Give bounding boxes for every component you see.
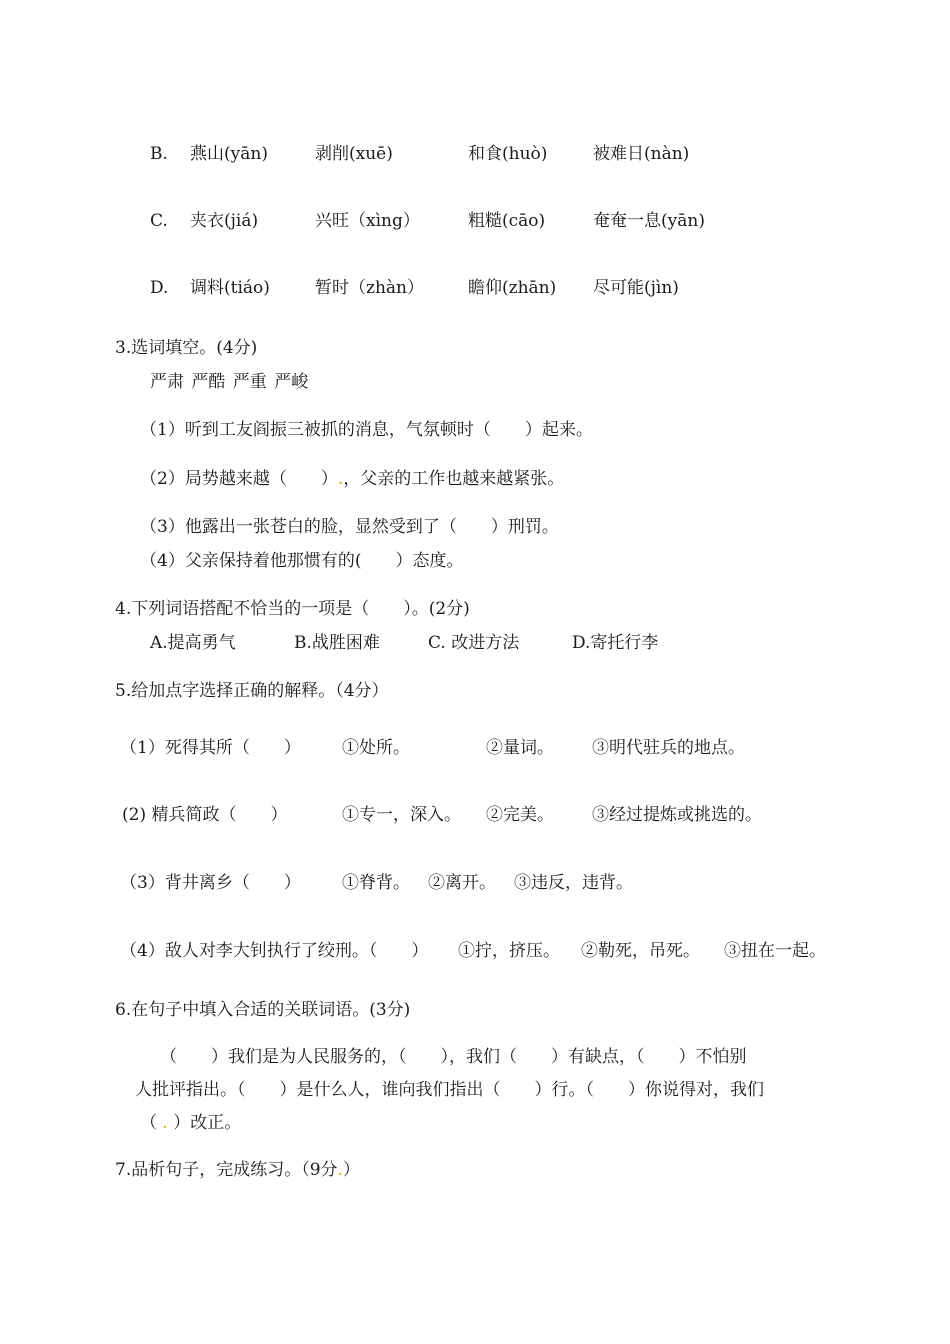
q3-word-bank: 严肃 严酷 严重 严峻 <box>150 372 309 392</box>
option-item: 兴旺（xìng） <box>315 211 420 231</box>
q5-choice: ③违反，违背。 <box>514 873 633 893</box>
q7-title <box>115 1158 360 1182</box>
option-item: 剥削(xuē) <box>315 144 393 164</box>
option-item: 和食(huò) <box>468 144 548 164</box>
q5-choice: ①处所。 <box>342 738 410 758</box>
option-item: 尽可能(jìn) <box>593 278 679 298</box>
q6-line-3 <box>140 1111 241 1135</box>
q5-title: 5.给加点字选择正确的解释。（4分） <box>115 681 389 701</box>
highlight-dot: . <box>162 1113 168 1133</box>
q4-option-d: D.寄托行李 <box>572 633 659 653</box>
q7-title-part-a: 7.品析句子，完成练习。（9分 <box>115 1160 338 1180</box>
q4-option-b: B.战胜困难 <box>294 633 380 653</box>
q5-stem: （3）背井离乡（ ） <box>120 873 301 893</box>
option-item: 燕山(yān) <box>190 144 268 164</box>
option-label: C. <box>150 211 168 231</box>
q3-title: 3.选词填空。(4分) <box>115 338 258 358</box>
q3-sentence-4: （4）父亲保持着他那惯有的( ）态度。 <box>140 551 464 571</box>
q5-choice: ①拧，挤压。 <box>458 941 560 961</box>
q3-sentence-1: （1）听到工友阎振三被抓的消息，气氛顿时（ ）起来。 <box>140 420 593 440</box>
option-item: 暂时（zhàn） <box>315 278 424 298</box>
q3-sentence-2-part-b: ，父亲的工作也越来越紧张。 <box>343 469 565 489</box>
q5-choice: ③扭在一起。 <box>724 941 826 961</box>
q5-choice: ①脊背。 <box>342 873 410 893</box>
option-item: 奄奄一息(yān) <box>593 211 705 231</box>
q4-option-a: A.提高勇气 <box>150 633 236 653</box>
option-item: 瞻仰(zhān) <box>468 278 557 298</box>
q5-choice: ②勒死，吊死。 <box>581 941 700 961</box>
option-item: 被难日(nàn) <box>593 144 690 164</box>
q6-line-3-part-b: ）改正。 <box>167 1113 242 1133</box>
highlight-dot: . <box>337 1160 343 1180</box>
q5-choice: ③明代驻兵的地点。 <box>592 738 745 758</box>
highlight-dot: . <box>337 469 344 489</box>
q6-line-2: 人批评指出。（ ）是什么人，谁向我们指出（ ）行。（ ）你说得对，我们 <box>135 1080 764 1100</box>
q5-stem: （1）死得其所（ ） <box>120 738 301 758</box>
q6-title: 6.在句子中填入合适的关联词语。(3分) <box>115 1000 411 1020</box>
q5-stem: (2) 精兵简政（ ） <box>122 805 288 825</box>
q5-choice: ③经过提炼或挑选的。 <box>592 805 762 825</box>
q5-choice: ①专一，深入。 <box>342 805 461 825</box>
q4-title: 4.下列词语搭配不恰当的一项是（ ）。(2分) <box>115 599 470 619</box>
q5-choice: ②离开。 <box>428 873 496 893</box>
q5-choice: ②完美。 <box>486 805 554 825</box>
option-item: 夹衣(jiá) <box>190 211 259 231</box>
q6-line-3-part-a: （ <box>140 1113 163 1133</box>
q4-option-c: C. 改进方法 <box>428 633 520 653</box>
q7-title-part-b: ） <box>342 1160 360 1180</box>
q5-stem: （4）敌人对李大钊执行了绞刑。（ ） <box>120 941 429 961</box>
option-item: 粗糙(cāo) <box>468 211 546 231</box>
option-item: 调料(tiáo) <box>190 278 270 298</box>
option-label: B. <box>150 144 168 164</box>
option-label: D. <box>150 278 169 298</box>
q5-choice: ②量词。 <box>486 738 554 758</box>
q3-sentence-3: （3）他露出一张苍白的脸，显然受到了（ ）刑罚。 <box>140 517 559 537</box>
q6-line-1: （ ）我们是为人民服务的，（ ），我们（ ）有缺点，（ ）不怕别 <box>160 1047 747 1067</box>
q3-sentence-2 <box>140 467 564 491</box>
q3-sentence-2-part-a: （2）局势越来越（ ） <box>140 469 338 489</box>
